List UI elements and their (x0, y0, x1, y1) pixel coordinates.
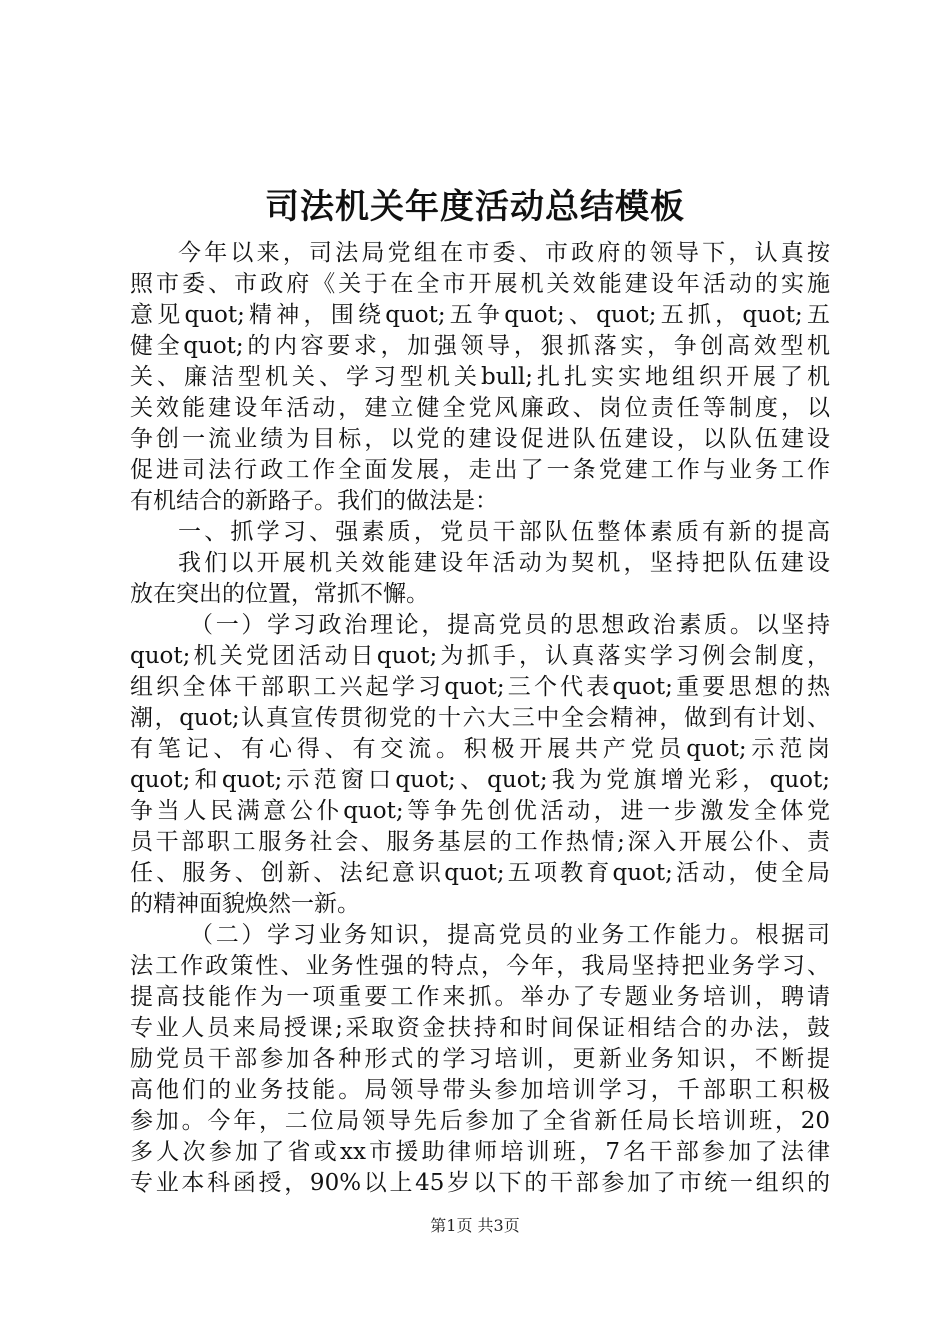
text-line: quot;机关党团活动日quot;为抓手，认真落实学习例会制度， (130, 643, 830, 669)
text-line: 我们以开展机关效能建设年活动为契机，坚持把队伍建设 (178, 550, 830, 576)
text-line: 潮，quot;认真宣传贯彻党的十六大三中全会精神，做到有计划、 (130, 705, 830, 731)
text-line: 法工作政策性、业务性强的特点，今年，我局坚持把业务学习、 (130, 953, 830, 979)
document-title: 司法机关年度活动总结模板 (265, 187, 685, 227)
subsection-heading: （一）学习政治理论，提高党员的思想政治素质。以坚持 (190, 612, 830, 638)
text-line: 争当人民满意公仆quot;等争先创优活动，进一步激发全体党 (130, 798, 830, 824)
page-footer: 第1页 共3页 (430, 1216, 520, 1235)
text-line: 健全quot;的内容要求，加强领导，狠抓落实，争创高效型机 (130, 333, 830, 359)
subsection-heading: （二）学习业务知识，提高党员的业务工作能力。根据司 (190, 922, 830, 948)
text-line: 有机结合的新路子。我们的做法是： (130, 488, 498, 514)
text-line: 专业本科函授，90%以上45岁以下的干部参加了市统一组织的 (130, 1170, 830, 1196)
document-body (130, 238, 830, 1199)
text-line: 放在突出的位置，常抓不懈。 (130, 581, 429, 607)
text-line: 关、廉洁型机关、学习型机关bull;扎扎实实地组织开展了机 (130, 364, 830, 390)
text-line: 有笔记、有心得、有交流。积极开展共产党员quot;示范岗 (130, 736, 830, 762)
text-line: 组织全体干部职工兴起学习quot;三个代表quot;重要思想的热 (130, 674, 830, 700)
text-line: 照市委、市政府《关于在全市开展机关效能建设年活动的实施 (130, 271, 830, 297)
text-line: 意见quot;精神，围绕quot;五争quot;、quot;五抓，quot;五 (130, 302, 830, 328)
text-line: quot;和quot;示范窗口quot;、quot;我为党旗增光彩，quot; (130, 767, 830, 793)
text-line: 高他们的业务技能。局领导带头参加培训学习，千部职工积极 (130, 1077, 830, 1103)
text-line: 多人次参加了省或xx市援助律师培训班，7名干部参加了法律 (130, 1139, 830, 1165)
text-line: 任、服务、创新、法纪意识quot;五项教育quot;活动，使全局 (130, 860, 830, 886)
text-line: 争创一流业绩为目标，以党的建设促进队伍建设，以队伍建设 (130, 426, 830, 452)
text-line: 专业人员来局授课;采取资金扶持和时间保证相结合的办法，鼓 (130, 1015, 830, 1041)
text-line: 促进司法行政工作全面发展，走出了一条党建工作与业务工作 (130, 457, 830, 483)
text-line: 关效能建设年活动，建立健全党风廉政、岗位责任等制度，以 (130, 395, 830, 421)
text-line: 今年以来，司法局党组在市委、市政府的领导下，认真按 (178, 240, 830, 266)
text-line: 参加。今年，二位局领导先后参加了全省新任局长培训班，20 (130, 1108, 830, 1134)
text-line: 励党员干部参加各种形式的学习培训，更新业务知识，不断提 (130, 1046, 830, 1072)
text-line: 的精神面貌焕然一新。 (130, 891, 360, 917)
text-line: 员干部职工服务社会、服务基层的工作热情;深入开展公仆、责 (130, 829, 830, 855)
section-heading: 一、抓学习、强素质，党员干部队伍整体素质有新的提高 (178, 519, 830, 545)
text-line: 提高技能作为一项重要工作来抓。举办了专题业务培训，聘请 (130, 984, 830, 1010)
